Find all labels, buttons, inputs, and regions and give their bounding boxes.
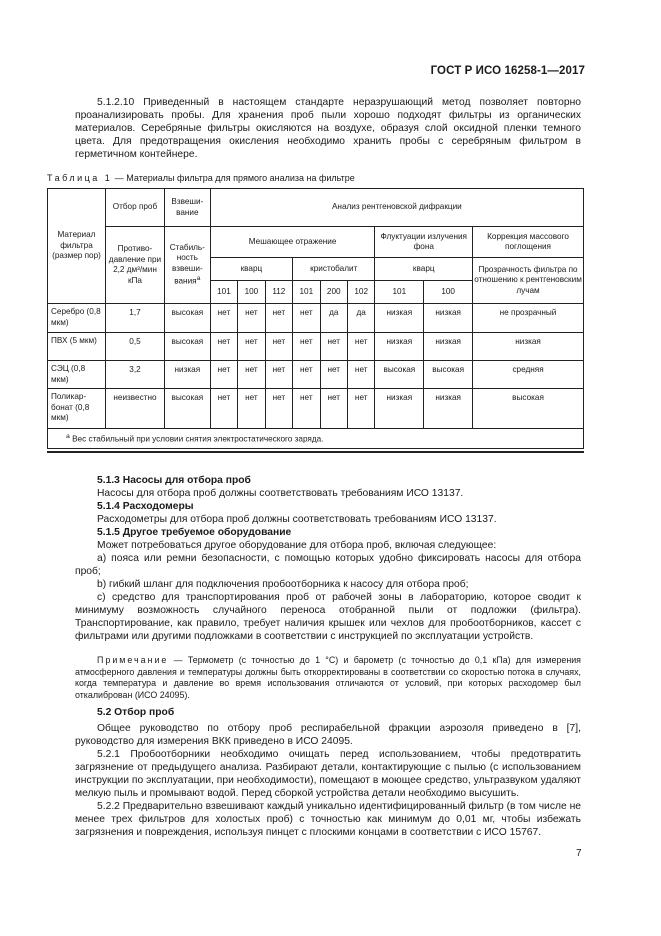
cell-pressure: неизвестно xyxy=(105,389,164,429)
cell-value: нет xyxy=(347,333,374,361)
cell-value: нет xyxy=(210,333,237,361)
header-stability xyxy=(164,227,210,304)
header-quartz: кварц xyxy=(210,258,292,281)
footnote-mark: а xyxy=(66,433,70,440)
section-title: 5.1.5 Другое требуемое оборудование xyxy=(97,527,292,538)
section-title: 5.1.4 Расходомеры xyxy=(97,501,194,512)
table-caption xyxy=(47,173,355,183)
section-5-1-3 xyxy=(75,474,581,643)
cell-value: нет xyxy=(210,389,237,429)
section-text: Может потребоваться другое оборудование для отбора проб, включая следующее: xyxy=(97,540,497,551)
section-title: 5.1.3 Насосы для отбора проб xyxy=(97,475,251,486)
list-item: с) средство для транспортирования проб от рабочей зоны в лабораторию, которое сводит к минимуму возможность случайного переноса отобранной пыли от подложки (фильтра). Транспортирование, как правило, требует наличия крышек или чехлов для пробоотборников, кассет с фильтрами или другими подложками в соответствии с инструкцией по эксплуатации устройств. xyxy=(75,592,581,642)
table-row xyxy=(48,389,584,429)
sub-header: 101 xyxy=(293,281,320,304)
cell-fluct-101: низкая xyxy=(375,389,424,429)
header-quartz-fluct: кварц xyxy=(375,258,473,281)
header-cristobalite: кристобалит xyxy=(293,258,375,281)
cell-value: нет xyxy=(293,304,320,333)
footnote-text: Вес стабильный при условии снятия электростатического заряда. xyxy=(72,434,324,444)
cell-material: Серебро (0,8 мкм) xyxy=(48,304,106,333)
note-text: — Термометр (с точностью до 1 °С) и барометр (с точностью до 0,1 кПа) для измерения атмосферного давления и температуры должны быть откорректированы в соответствии со скоростью потока в случаях, когда температура и давление во время использования отличаются от условий, при которых расходомер был откалиброван (ИСО 24095). xyxy=(75,655,581,700)
sub-header: 112 xyxy=(265,281,292,304)
table-row xyxy=(48,333,584,361)
cell-value: нет xyxy=(320,333,347,361)
cell-value: нет xyxy=(347,361,374,389)
cell-material: Поликар-бонат (0,8 мкм) xyxy=(48,389,106,429)
cell-correction: высокая xyxy=(473,389,584,429)
cell-pressure: 1,7 xyxy=(105,304,164,333)
section-5-2 xyxy=(75,706,581,839)
header-weighing: Взвеши-вание xyxy=(164,189,210,227)
cell-value: нет xyxy=(293,333,320,361)
sub-header: 100 xyxy=(424,281,473,304)
cell-fluct-100: низкая xyxy=(424,389,473,429)
header-stability-note: а xyxy=(196,275,201,283)
header-sampling: Отбор проб xyxy=(105,189,164,227)
cell-fluct-101: высокая xyxy=(375,361,424,389)
cell-value: нет xyxy=(293,361,320,389)
cell-stability: высокая xyxy=(164,304,210,333)
cell-value: нет xyxy=(320,389,347,429)
table-caption-prefix: Таблица 1 xyxy=(47,173,113,183)
header-correction: Коррекция массового поглощения xyxy=(473,227,584,258)
cell-value: нет xyxy=(265,361,292,389)
table-caption-text: — Материалы фильтра для прямого анализа на фильтре xyxy=(112,173,355,183)
cell-correction: не прозрачный xyxy=(473,304,584,333)
list-item: а) пояса или ремни безопасности, с помощью которых удобно фиксировать насосы для отбора проб; xyxy=(75,553,581,577)
cell-fluct-100: высокая xyxy=(424,361,473,389)
cell-value: нет xyxy=(238,333,265,361)
cell-value: нет xyxy=(320,361,347,389)
cell-fluct-100: низкая xyxy=(424,304,473,333)
cell-value: нет xyxy=(210,361,237,389)
cell-value: нет xyxy=(347,389,374,429)
note-label: Примечание xyxy=(97,655,169,665)
cell-material: ПВХ (5 мкм) xyxy=(48,333,106,361)
cell-value: нет xyxy=(265,333,292,361)
cell-value: нет xyxy=(265,304,292,333)
section-text: Общее руководство по отбору проб респирабельной фракции аэрозоля приведено в [7], руководство для измерения ВКК приведено в ИСО 24095. xyxy=(75,723,581,747)
header-material: Материал фильтра (размер пор) xyxy=(48,189,106,304)
cell-value: да xyxy=(320,304,347,333)
cell-fluct-100: низкая xyxy=(424,333,473,361)
sub-header: 101 xyxy=(375,281,424,304)
cell-stability: низкая xyxy=(164,361,210,389)
sub-header: 200 xyxy=(320,281,347,304)
cell-value: нет xyxy=(238,304,265,333)
cell-value: нет xyxy=(238,361,265,389)
list-item: b) гибкий шланг для подключения пробоотборника к насосу для отбора проб; xyxy=(97,579,469,590)
table-bottom-rule xyxy=(47,451,584,453)
table-footnote xyxy=(48,429,584,449)
cell-value: нет xyxy=(210,304,237,333)
header-stability-text: Стабиль-ность взвеши-вания xyxy=(169,242,205,286)
cell-pressure: 3,2 xyxy=(105,361,164,389)
page-number: 7 xyxy=(576,848,582,859)
header-interference: Мешающее отражение xyxy=(210,227,375,258)
cell-fluct-101: низкая xyxy=(375,333,424,361)
cell-fluct-101: низкая xyxy=(375,304,424,333)
cell-pressure: 0,5 xyxy=(105,333,164,361)
section-title: 5.2 Отбор проб xyxy=(97,707,175,718)
cell-value: нет xyxy=(238,389,265,429)
sub-header: 100 xyxy=(238,281,265,304)
section-text: Расходометры для отбора проб должны соответствовать требованиям ИСО 13137. xyxy=(97,514,497,525)
note xyxy=(75,655,581,701)
table-footnote-row xyxy=(48,429,584,449)
cell-stability: высокая xyxy=(164,389,210,429)
paragraph-5-2-2: 5.2.2 Предварительно взвешивают каждый уникально идентифицированный фильтр (в том числе не менее трех фильтров для холостых проб) с точностью как минимум до 0,01 мг, чтобы избежать загрязнения и повреждения, используя пинцет с плоскими концами в соответствии с ИСО 15767. xyxy=(75,801,581,838)
header-fluctuation: Флуктуации излучения фона xyxy=(375,227,473,258)
paragraph-5-2-1: 5.2.1 Пробоотборники необходимо очищать перед использованием, чтобы предотвратить загрязнение от предыдущего анализа. Разбирают детали, контактирующие с пылью (с использованием инструкции по эксплуатации, при необходимости), помещают в моющее средство, ультразвуком удаляют мелкую пыль и промывают водой. Перед сборкой устройства детали необходимо высушить. xyxy=(75,749,581,799)
cell-value: нет xyxy=(293,389,320,429)
header-xrd: Анализ рентгеновской дифракции xyxy=(210,189,583,227)
paragraph-5-1-2-10: 5.1.2.10 Приведенный в настоящем стандарте неразрушающий метод позволяет повторно проанализировать пробы. Для хранения проб пыли хорошо подходят фильтры из органических материалов. Серебряные фильтры окисляются на воздухе, образуя слой оксидной пленки темного цвета. Для предотвращения окисления необходимо хранить пробы с серебряным фильтром в герметичном контейнере. xyxy=(75,97,581,160)
cell-correction: низкая xyxy=(473,333,584,361)
header-transparency: Прозрачность фильтра по отношению к рентгеновским лучам xyxy=(473,258,584,304)
cell-value: нет xyxy=(265,389,292,429)
table-row xyxy=(48,361,584,389)
sub-header: 102 xyxy=(347,281,374,304)
sub-header: 101 xyxy=(210,281,237,304)
section-text: Насосы для отбора проб должны соответствовать требованиям ИСО 13137. xyxy=(97,488,464,499)
cell-material: СЭЦ (0,8 мкм) xyxy=(48,361,106,389)
table-row xyxy=(48,304,584,333)
standard-header: ГОСТ Р ИСО 16258-1—2017 xyxy=(430,65,585,77)
cell-stability: высокая xyxy=(164,333,210,361)
cell-value: да xyxy=(347,304,374,333)
filter-materials-table xyxy=(47,188,584,449)
header-pressure: Противо-давление при 2,2 дм³/мин кПа xyxy=(105,227,164,304)
cell-correction: средняя xyxy=(473,361,584,389)
